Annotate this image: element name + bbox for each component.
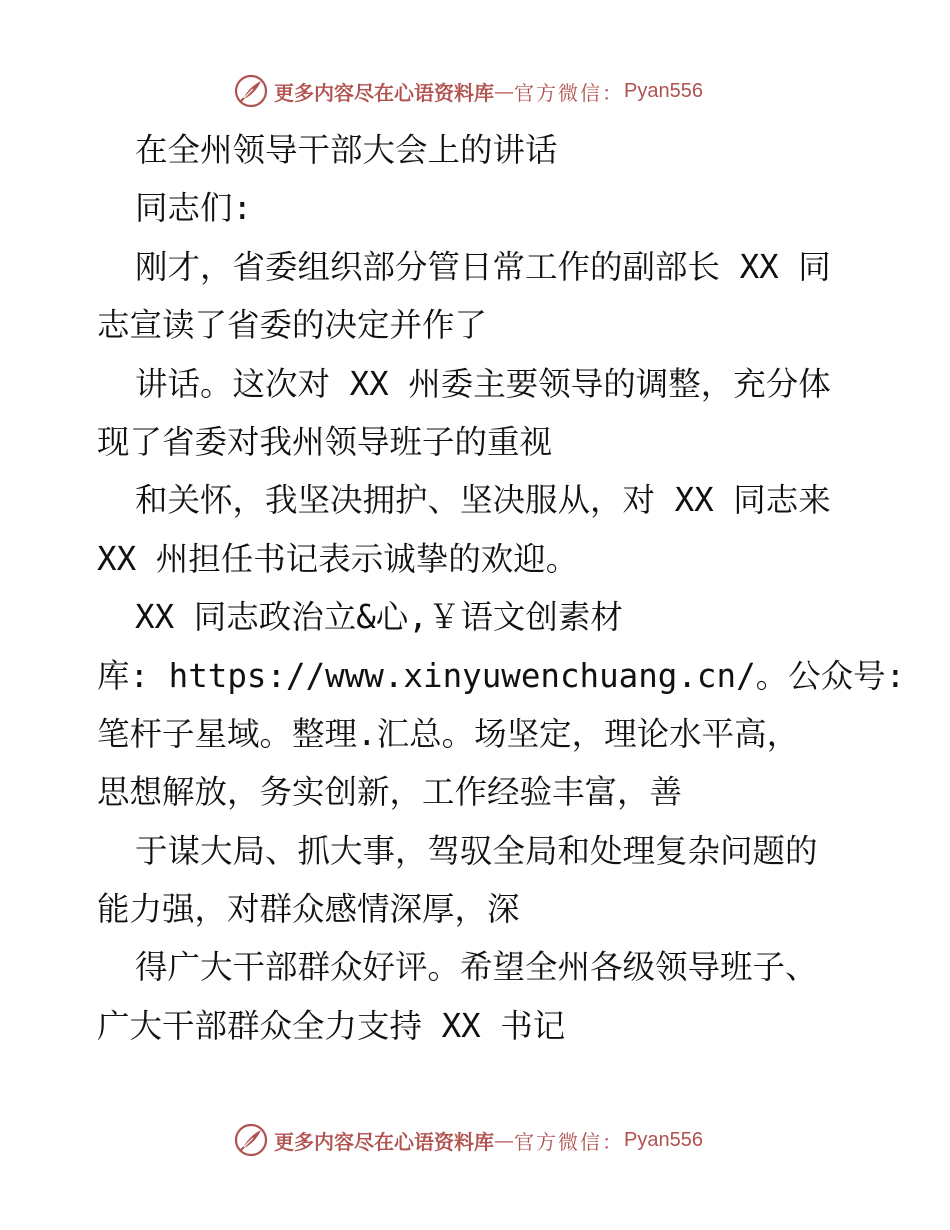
banner-separator: — xyxy=(494,79,514,103)
paragraph-line: 库: https://www.xinyuwenchuang.cn/。公众号: xyxy=(97,656,906,695)
paragraph-line: 思想解放，务实创新，工作经验丰富，善 xyxy=(97,773,683,812)
banner-wechat-label: 官方微信： xyxy=(514,80,624,105)
paragraph-line: 能力强，对群众感情深厚，深 xyxy=(97,890,520,929)
paragraph-line: 讲话。这次对 XX 州委主要领导的调整，充分体 xyxy=(135,364,831,403)
paragraph-line: 和关怀，我坚决拥护、坚决服从，对 XX 同志来 xyxy=(135,481,831,520)
banner-title: 更多内容尽在心语资料库 xyxy=(274,80,494,105)
header-banner xyxy=(234,71,703,111)
footer-banner xyxy=(234,1120,703,1160)
paragraph-line: 现了省委对我州领导班子的重视 xyxy=(97,422,553,461)
paragraph-line: 笔杆子星域。整理.汇总。场坚定，理论水平高， xyxy=(97,714,800,753)
feather-logo-icon xyxy=(234,1123,268,1157)
document-body xyxy=(97,121,906,1055)
paragraph-line: XX 同志政治立&心,￥语文创素材 xyxy=(135,598,623,637)
paragraph-line: 刚才，省委组织部分管日常工作的副部长 XX 同 xyxy=(135,247,831,286)
banner-title: 更多内容尽在心语资料库 xyxy=(274,1129,494,1154)
banner-separator: — xyxy=(494,1128,514,1152)
banner-wechat-label: 官方微信： xyxy=(514,1129,624,1154)
paragraph-line: 得广大干部群众好评。希望全州各级领导班子、 xyxy=(135,948,818,987)
banner-wechat-id: Pyan556 xyxy=(624,1128,703,1151)
document-title: 在全州领导干部大会上的讲话 xyxy=(135,131,558,169)
paragraph-line: XX 州担任书记表示诚挚的欢迎。 xyxy=(97,539,579,578)
banner-wechat-id: Pyan556 xyxy=(624,79,703,102)
paragraph-line: 于谋大局、抓大事，驾驭全局和处理复杂问题的 xyxy=(135,831,818,870)
salutation: 同志们: xyxy=(135,189,253,228)
paragraph-line: 志宣读了省委的决定并作了 xyxy=(97,306,488,345)
paragraph-line: 广大干部群众全力支持 XX 书记 xyxy=(97,1006,566,1045)
feather-logo-icon xyxy=(234,74,268,108)
